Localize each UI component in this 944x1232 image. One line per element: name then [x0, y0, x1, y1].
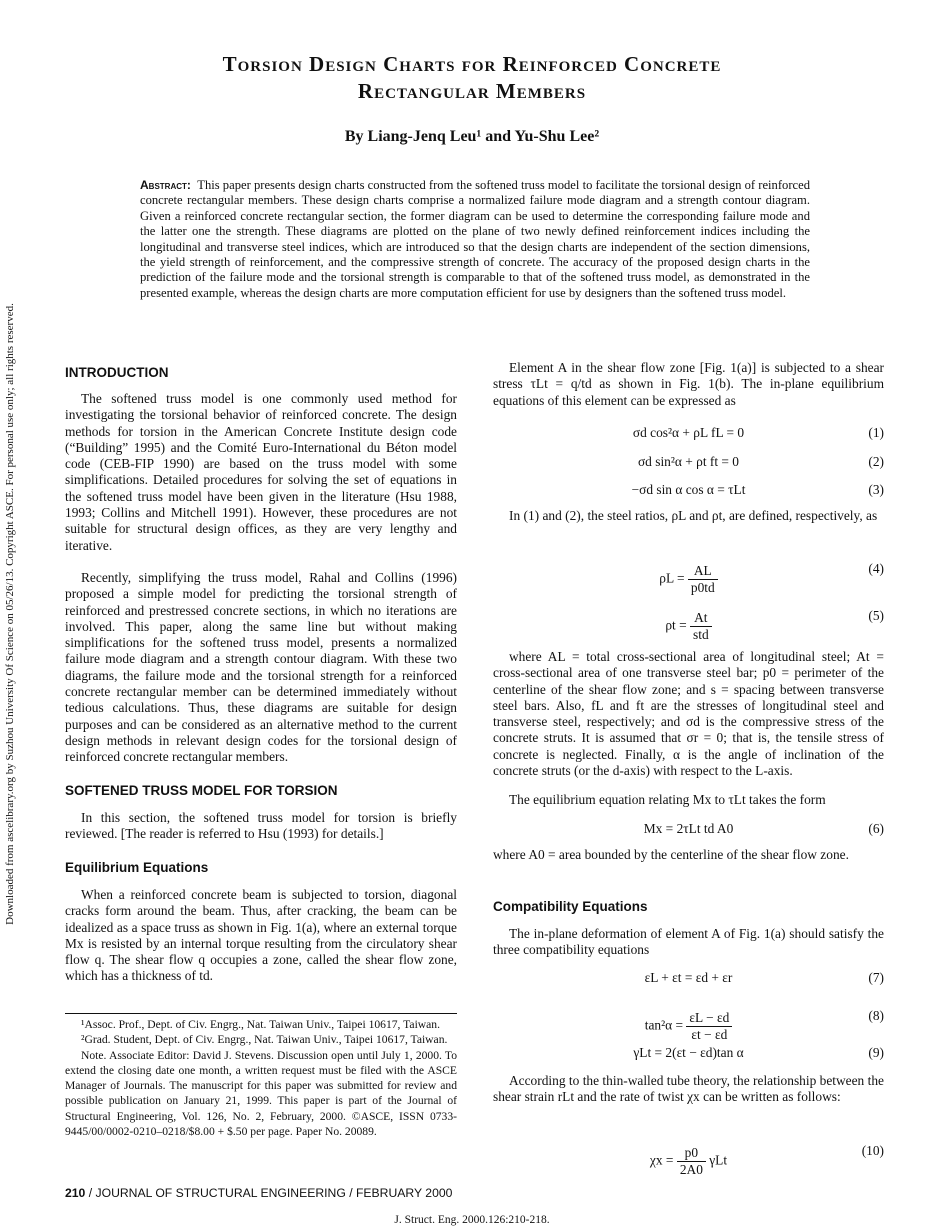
equation-10: χx = $\frac{p0}{2A0}$ γLt (10): [649, 1143, 884, 1177]
page-number: 210: [65, 1186, 86, 1200]
footnote-divider: [65, 1013, 457, 1014]
citation: J. Struct. Eng. 2000.126:210-218.: [394, 1214, 550, 1226]
equation-4: ρL = $\frac{AL}{p0td}$ (4): [659, 561, 884, 595]
equation-2: σd sin²α + ρt ft = 0 (2): [637, 454, 884, 469]
equation-6: Mx = 2τLt td A0 (6): [643, 821, 884, 836]
equation-9: γLt = 2(εt − εd)tan α (9): [633, 1045, 884, 1060]
abstract-text: This paper presents design charts constructed from the softened truss model to facilitate the torsional design of reinforced concrete rectangular members. These design charts comprise a normalized failure mode diagram and a strength contour diagram. Given a reinforced concrete rectangular section, the former diagram can be used to determine the corresponding failure mode and the latter one the strength. These diagrams are plotted on the plane of two newly defined reinforcement indices including the longitudinal and transverse steel indices, which are introduced so that the design charts are independent of the section dimensions, the yield strength of reinforcement, and the compressive strength of concrete. The accuracy of the proposed design charts in the prediction of the failure mode and the torsional strength is comparable to that of the softened truss model, as demonstrated in the presented example, whereas the design charts are more computation efficient for use by designers than the softened truss model.: [140, 178, 811, 300]
equation-7: εL + εt = εd + εr (7): [644, 970, 884, 985]
intro-paragraph-1: The softened truss model is one commonly used method for investigating the torsional behavior of reinforced concrete. The design methods for torsion in the American Concrete Institute design code (“Building” 1995) and the Comité Euro-International du Béton model code (CEB-FIP 1990) are based on the truss model with some simplifications. Detailed procedures for solving the set of equations in the softened truss model have been given in the literature (Hsu 1988, 1993; Collins and Mitchell 1991). However, these procedures are not suitable for structural design offices, as they are very lengthy and iterative.: [65, 391, 457, 553]
title-line-1: Torsion Design Charts for Reinforced Concrete: [222, 52, 722, 76]
footnotes: [65, 1017, 457, 1139]
intro-paragraph-2: Recently, simplifying the truss model, Rahal and Collins (1996) proposed a simple model for predicting the torsional strength of reinforced and prestressed concrete sections, in which no iterations are involved. This paper, along the same line but without making simplifications for the softened truss model, presents a normalized failure mode diagram and a strength contour diagram. With these two diagrams, the failure mode and the torsional strength for a reinforced concrete rectangular member can be determined immediately without tedious calculations. Thus, these diagrams are suitable for design purposes and can be considered as an alternative method to the current design methods in relevant design codes for the torsional design of reinforced concrete rectangular members.: [65, 570, 457, 765]
heading-compatibility: Compatibility Equations: [493, 899, 648, 914]
heading-equilibrium: Equilibrium Equations: [65, 860, 209, 875]
equation-5: ρt = $\frac{At}{\text{std}}$ (5): [665, 608, 884, 642]
right-paragraph-3: where AL = total cross-sectional area of longitudinal steel; At = cross-sectional area of one transverse steel bar; p0 = perimeter of the centerline of the shear flow zone; and s = spacing between transverse steel bars. Also, fL and ft are the stresses of longitudinal steel and transverse steel, respectively; and σd is the compressive stress of the concrete struts. It is assumed that σr = 0; that is, the tensile stress of concrete is neglected. Finally, α is the angle of inclination of the concrete struts (or the d-axis) with respect to the L-axis.: [493, 649, 884, 779]
right-paragraph-4: The equilibrium equation relating Mx to τLt takes the form: [509, 792, 826, 807]
right-paragraph-5: where A0 = area bounded by the centerline of the shear flow zone.: [493, 847, 849, 862]
heading-introduction: INTRODUCTION: [65, 365, 169, 380]
equilibrium-paragraph: When a reinforced concrete beam is subjected to torsion, diagonal cracks form around the beam. Thus, after cracking, the beam can be idealized as a space truss as shown in Fig. 1(a), where an external torque Mx is resisted by an internal torque resulting from the circulatory shear flow q. The shear flow q occupies a zone, called the shear flow zone, which has a thickness of td.: [65, 887, 457, 984]
footnote-2: ²Grad. Student, Dept. of Civ. Engrg., Nat. Taiwan Univ., Taipei 10617, Taiwan.: [81, 1033, 448, 1047]
equation-3: −σd sin α cos α = τLt (3): [631, 482, 884, 497]
abstract: [140, 178, 810, 301]
editor-note: Note. Associate Editor: David J. Stevens. Discussion open until July 1, 2000. To extend the closing date one month, a written request must be filed with the ASCE Manager of Journals. The manuscript for this paper was submitted for review and possible publication on January 21, 1999. This paper is part of the Journal of Structural Engineering, Vol. 126, No. 2, February, 2000. ©ASCE, ISSN 0733-9445/00/0002-0210–0218/$8.00 + $.50 per page. Paper No. 20089.: [65, 1048, 457, 1139]
abstract-label: Abstract:: [140, 178, 191, 192]
equation-8: tan²α = $\frac{\varepsilon L - \varepsilon d}{\varepsilon t - \varepsilon d}$ (8): [644, 1008, 884, 1042]
equation-1: σd cos²α + ρL fL = 0 (1): [632, 425, 884, 440]
journal-name: / JOURNAL OF STRUCTURAL ENGINEERING / FEBRUARY 2000: [85, 1186, 453, 1200]
download-notice: Downloaded from ascelibrary.org by Suzhou University Of Science on 05/26/13. Copyright ASCE. For personal use only; all rights reserved.: [4, 303, 16, 925]
footnote-1: ¹Assoc. Prof., Dept. of Civ. Engrg., Nat. Taiwan Univ., Taipei 10617, Taiwan.: [81, 1018, 441, 1031]
right-paragraph-7: According to the thin-walled tube theory, the relationship between the shear strain rLt and the rate of twist χx can be written as follows:: [493, 1073, 884, 1105]
right-paragraph-6: The in-plane deformation of element A of Fig. 1(a) should satisfy the three compatibility equations: [493, 926, 884, 958]
heading-softened-truss: SOFTENED TRUSS MODEL FOR TORSION: [65, 783, 338, 798]
right-paragraph-2: In (1) and (2), the steel ratios, ρL and ρt, are defined, respectively, as: [509, 508, 878, 523]
authors: By Liang-Jenq Leu¹ and Yu-Shu Lee²: [344, 128, 600, 145]
stm-paragraph: In this section, the softened truss model for torsion is briefly reviewed. [The reader is referred to Hsu (1993) for details.]: [65, 810, 457, 842]
title-line-2: Rectangular Members: [357, 79, 587, 103]
right-paragraph-1: Element A in the shear flow zone [Fig. 1(a)] is subjected to a shear stress τLt = q/td as shown in Fig. 1(b). The in-plane equilibrium equations of this element can be expressed as: [493, 360, 884, 408]
page-footer: [65, 1186, 452, 1200]
